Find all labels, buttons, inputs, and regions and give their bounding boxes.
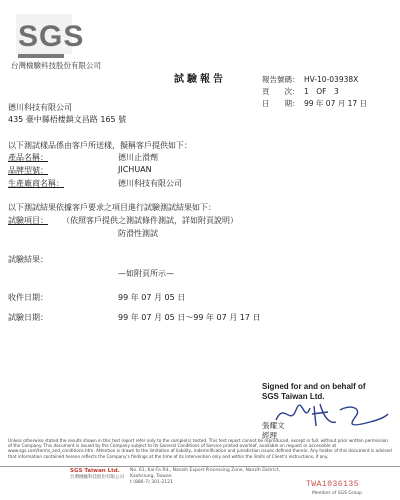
test-item-value: （依照客戶提供之測試條件測試，詳如附頁說明） <box>62 216 238 225</box>
sample-maker-value: 德川科技有限公司 <box>118 179 182 188</box>
signatory-title: 經理 <box>262 431 277 440</box>
receive-date-label: 收件日期： <box>8 293 48 302</box>
sample-brand-label: 品牌型號： <box>8 166 48 175</box>
sample-maker-label: 生產廠商名稱： <box>8 179 64 188</box>
receive-date-value: 99 年 07 月 05 日 <box>118 293 186 302</box>
test-item-label: 試驗項目： <box>8 216 48 225</box>
test-period-value: 99 年 07 月 05 日～99 年 07 月 17 日 <box>118 313 261 322</box>
sample-brand-value: JICHUAN <box>118 165 152 174</box>
logo-text: SGS <box>18 20 85 53</box>
signatory-name: 張耀文 <box>262 421 285 430</box>
signature-line-2: SGS Taiwan Ltd. <box>262 392 325 401</box>
footer-divider <box>0 466 400 467</box>
signature-line-1: Signed for and on behalf of <box>262 382 366 391</box>
test-period-label: 試驗日期： <box>8 313 48 322</box>
test-result-label: 試驗結果： <box>8 255 48 264</box>
sample-name-value: 德川止滑劑 <box>118 153 158 162</box>
footer-brand-cn: 台灣檢驗科技股份有限公司 <box>70 475 124 480</box>
meta-report-number: 報告號碼： HV-10-03938X <box>262 75 359 84</box>
logo-underline <box>18 54 64 58</box>
footer-phone: t (886-7) 301-2121 <box>130 480 173 485</box>
client-address: 435 臺中縣梧棲鎮文昌路 165 號 <box>8 115 127 124</box>
footer-address: No. 61, Kai-Fa Rd., Nanzih Export Processing Zone, Nanzih District, Kaohsiung, Taiwan <box>130 468 280 479</box>
test-item-value-2: 防滑性測試 <box>118 229 158 238</box>
sample-intro: 以下測試樣品係由客戶所送樣，擬稱客戶提供如下： <box>8 141 192 150</box>
sample-name-label: 產品名稱： <box>8 153 48 162</box>
test-intro: 以下測試結果依據客戶要求之項目進行試驗測試結果如下： <box>8 203 216 212</box>
test-result-value: —如附頁所示— <box>118 269 174 278</box>
meta-date: 日 期： 99 年 07 月 17 日 <box>262 99 368 108</box>
meta-page: 頁 次： 1 OF 3 <box>262 87 339 96</box>
report-title: 試驗報告 <box>174 74 226 85</box>
client-name: 德川科技有限公司 <box>8 103 72 112</box>
handwritten-signature-icon <box>270 398 390 430</box>
footer-brand: SGS Taiwan Ltd. <box>70 468 120 474</box>
company-caption: 台灣檢驗科技股份有限公司 <box>11 61 101 70</box>
member-of-sgs: Member of SGS Group <box>312 491 363 496</box>
disclaimer-text: Unless otherwise stated the results shown in this test report refer only to the sample(s) tested. This test report cannot be reproduced, except in full, without prior written permission of the Company. This document is issued by the Company subject to its General Conditions of Service printed overleaf, available on request or accessible at www.sgs.com/terms_and_conditions.htm. Attention is drawn to the limitation of liability, indemnification and jurisdiction issues defined therein. Any holder of this document is advised that information contained hereon reflects the Company's findings at the time of its intervention only and within the limits of Client's instructions, if any. <box>8 438 392 459</box>
report-code: TWA1036135 <box>306 480 360 489</box>
